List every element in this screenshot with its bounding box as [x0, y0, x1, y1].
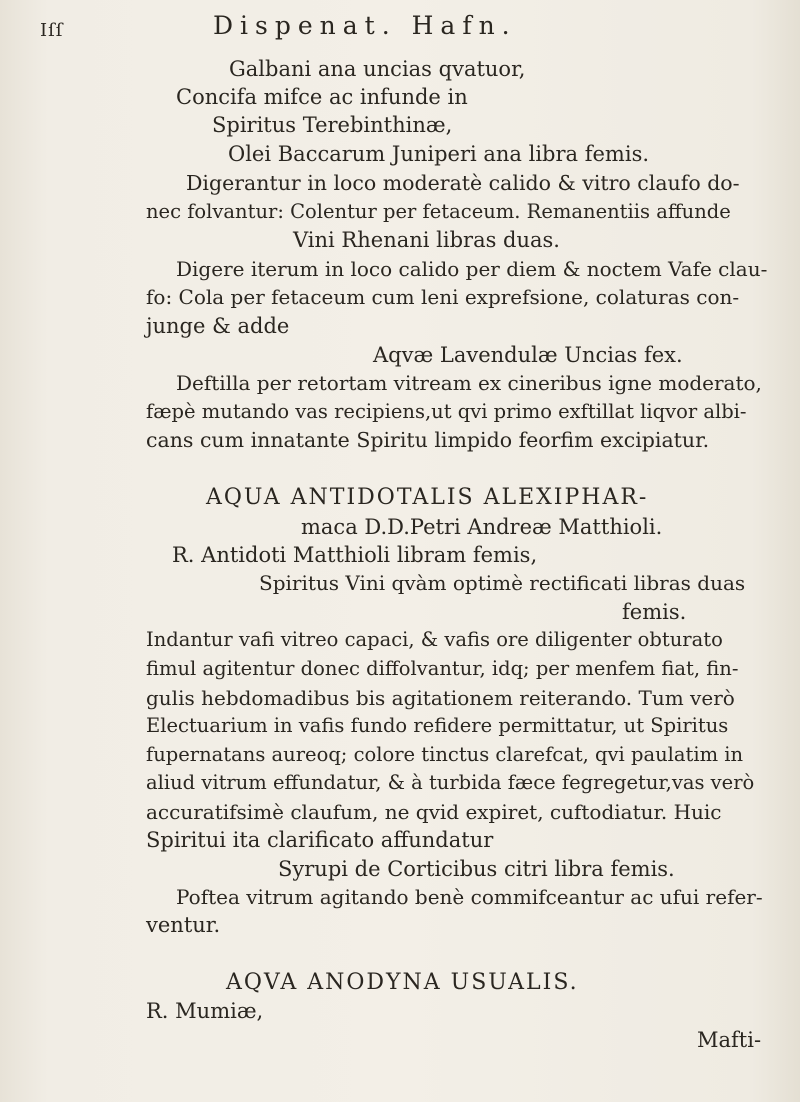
text-line: Digere iterum in loco calido per diem & noctem Vafe clau-	[176, 257, 768, 281]
catchword: Mafti-	[697, 1028, 762, 1052]
page-number: Iſſ	[40, 20, 64, 41]
text-line: Syrupi de Corticibus citri libra femis.	[278, 857, 675, 881]
text-line: Deftilla per retortam vitream ex cineribus igne moderato,	[176, 371, 762, 395]
section-heading: AQUA ANTIDOTALIS ALEXIPHAR-	[206, 485, 649, 510]
text-line: fo: Cola per fetaceum cum leni exprefsione, colaturas con-	[146, 285, 740, 309]
text-line: fæpè mutando vas recipiens,ut qvi primo exftillat liqvor albi-	[146, 400, 747, 423]
text-line: ventur.	[146, 913, 221, 937]
text-line: Electuarium in vafis fundo refidere permittatur, ut Spiritus	[146, 714, 729, 737]
running-title: Dispenat. Hafn.	[213, 11, 517, 40]
text-line: gulis hebdomadibus bis agitationem reiterando. Tum verò	[146, 686, 735, 710]
text-line: Poftea vitrum agitando benè commifceantur ac ufui refer-	[176, 885, 763, 909]
text-line: Digerantur in loco moderatè calido & vitro claufo do-	[186, 171, 740, 195]
text-line: R. Antidoti Matthioli libram femis,	[172, 543, 538, 567]
text-line: aliud vitrum effundatur, & à turbida fæce fegregetur,vas verò	[146, 771, 755, 794]
text-line: Galbani ana uncias qvatuor,	[229, 57, 526, 81]
section-subheading: maca D.D.Petri Andreæ Matthioli.	[301, 515, 663, 539]
text-line: Spiritus Terebinthinæ,	[212, 113, 453, 137]
text-line: accuratifsimè claufum, ne qvid expiret, cuftodiatur. Huic	[146, 800, 722, 824]
text-line: nec folvantur: Colentur per fetaceum. Remanentiis affunde	[146, 200, 731, 223]
text-line: Spiritui ita clarificato affundatur	[146, 828, 494, 852]
section-heading: AQVA ANODYNA USUALIS.	[226, 970, 579, 995]
text-line: fupernatans aureoq; colore tinctus clarefcat, qvi paulatim in	[146, 743, 744, 766]
text-line: fimul agitentur donec diffolvantur, idq; per menfem fiat, fin-	[146, 657, 739, 680]
text-line: junge & adde	[146, 314, 290, 338]
text-line: R. Mumiæ,	[146, 999, 264, 1023]
text-line: femis.	[622, 600, 687, 624]
text-line: Olei Baccarum Juniperi ana libra femis.	[228, 142, 650, 166]
text-line: Aqvæ Lavendulæ Uncias fex.	[373, 343, 683, 367]
text-line: cans cum innatante Spiritu limpido feorfim excipiatur.	[146, 428, 710, 452]
text-line: Concifa mifce ac infunde in	[176, 85, 468, 109]
text-line: Indantur vafi vitreo capaci, & vafis ore diligenter obturato	[146, 628, 723, 651]
text-line: Spiritus Vini qvàm optimè rectificati libras duas	[259, 571, 746, 595]
text-line: Vini Rhenani libras duas.	[293, 228, 560, 252]
